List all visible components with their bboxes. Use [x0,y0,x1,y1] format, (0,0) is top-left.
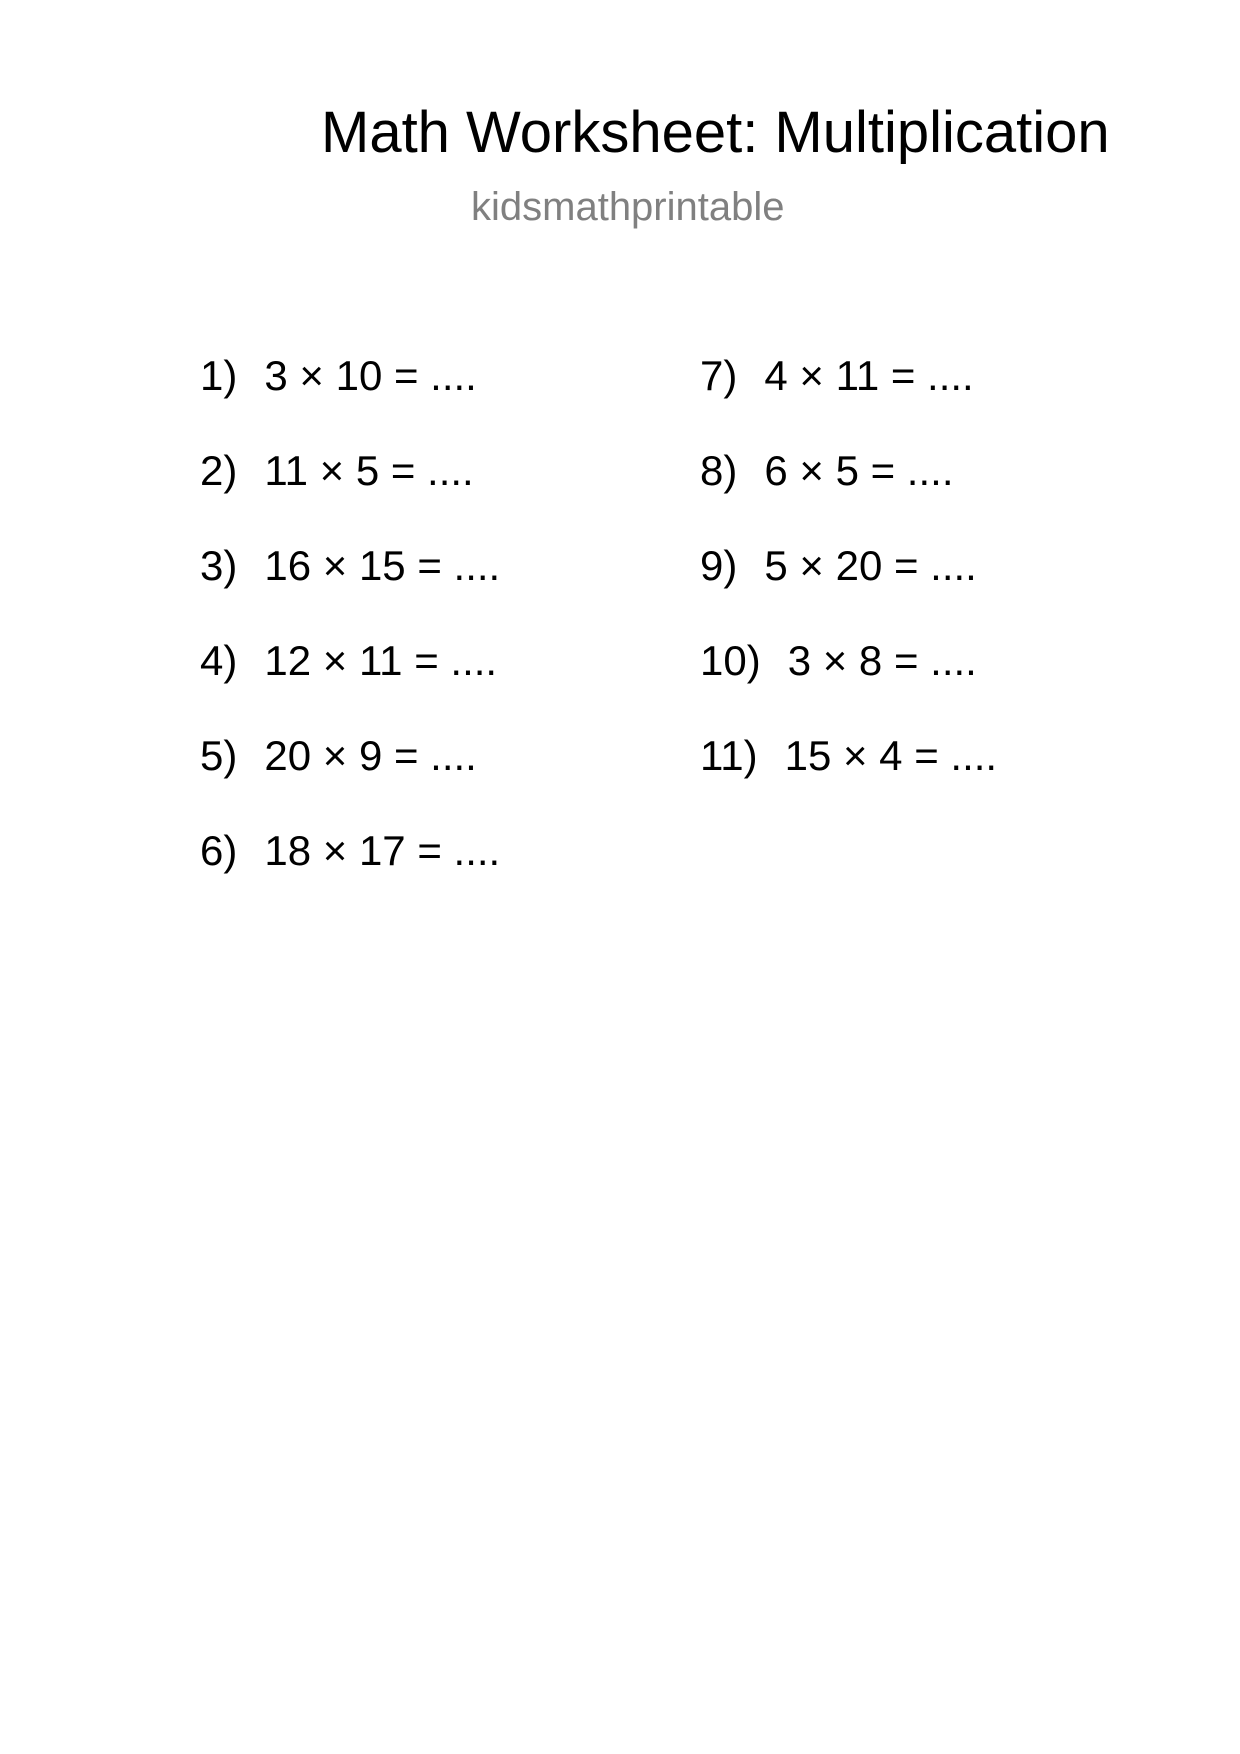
problem-number: 11) [700,732,758,779]
problem-expression: 3 × 8 = .... [787,637,977,684]
problem-column-right [700,352,1120,827]
problem-number: 9) [700,542,738,589]
worksheet-subtitle: kidsmathprintable [471,185,785,229]
problem-number: 1) [200,352,238,399]
problem-expression: 6 × 5 = .... [764,447,954,494]
problem-number: 3) [200,542,238,589]
problem-item [700,637,1120,732]
problem-item [700,542,1120,637]
problem-number: 6) [200,827,238,874]
problem-number: 2) [200,447,238,494]
problem-expression: 4 × 11 = .... [764,352,974,399]
problem-item [200,542,620,637]
problem-number: 4) [200,637,238,684]
problem-expression: 12 × 11 = .... [264,637,498,684]
problem-expression: 11 × 5 = .... [264,447,474,494]
problem-expression: 20 × 9 = .... [264,732,477,779]
problem-number: 7) [700,352,738,399]
problem-expression: 15 × 4 = .... [784,732,998,779]
problem-expression: 5 × 20 = .... [764,542,977,589]
problem-item [200,637,620,732]
problem-item [700,352,1120,447]
problem-item [200,352,620,447]
problem-expression: 16 × 15 = .... [264,542,501,589]
problem-item [700,447,1120,542]
problem-expression: 18 × 17 = .... [264,827,501,874]
problem-item [200,447,620,542]
problem-expression: 3 × 10 = .... [264,352,477,399]
problem-column-left [200,352,620,922]
problem-item [700,732,1120,827]
worksheet-title: Math Worksheet: Multiplication [321,100,1110,165]
problem-item [200,732,620,827]
problem-item [200,827,620,922]
problem-number: 5) [200,732,238,779]
problem-number: 8) [700,447,738,494]
problem-number: 10) [700,637,761,684]
